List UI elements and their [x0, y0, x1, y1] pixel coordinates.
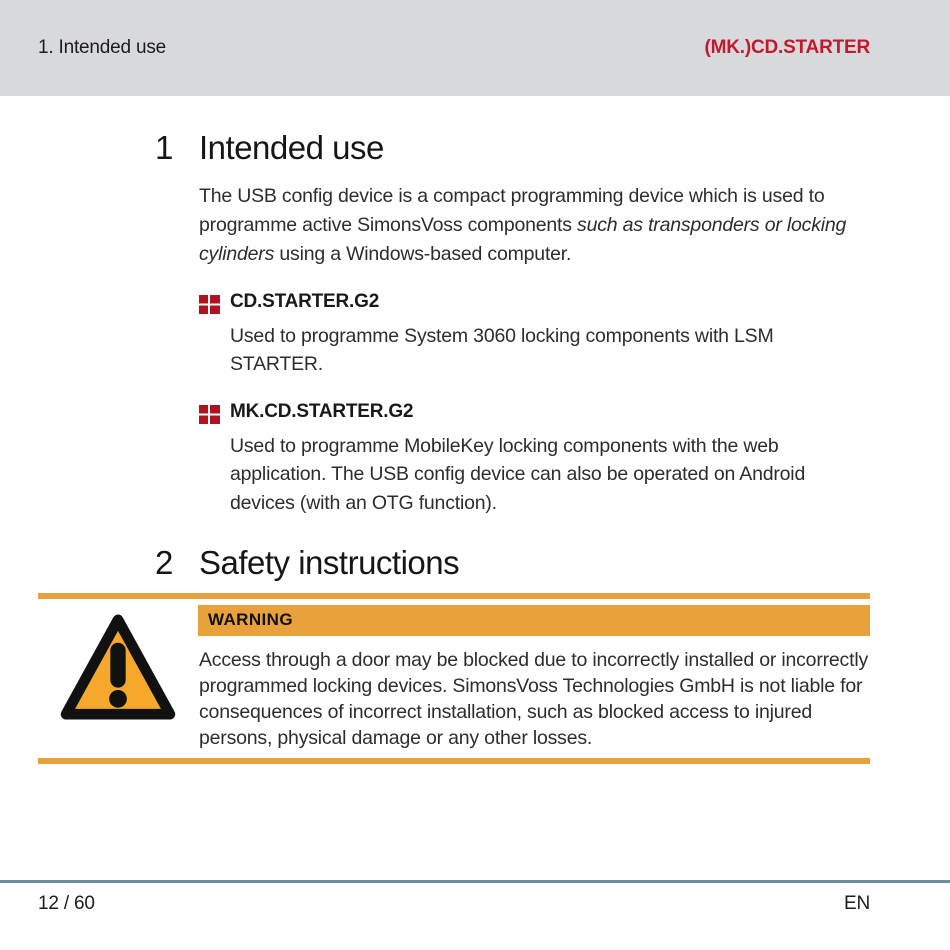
intro-text-after: using a Windows-based computer. [274, 242, 572, 265]
list-item-title: MK.CD.STARTER.G2 [230, 400, 414, 422]
device-list [199, 291, 950, 518]
intro-text-before: The USB config device is a compact programming device which is used to programme active SimonsVoss components [199, 184, 825, 236]
list-item [199, 291, 950, 379]
section-1-heading [155, 128, 950, 168]
warning-body-grid [38, 599, 870, 751]
language-code: EN [844, 893, 870, 914]
warning-text: Access through a door may be blocked due to incorrectly installed or incorrectly programmed locking devices. SimonsVoss Technologies GmbH is not liable for consequences of incorrect installation, such as blocked access to injured persons, physical damage or any other losses. [199, 648, 869, 749]
breadcrumb: 1. Intended use [38, 37, 166, 58]
section-2-title: Safety instructions [199, 544, 460, 582]
intro-text-italic: such as transponders or locking cylinders [199, 213, 847, 265]
list-item-description: Used to programme System 3060 locking components with LSM STARTER. [230, 324, 774, 376]
page-indicator: 12 / 60 [38, 893, 95, 914]
warning-bottom-rule [38, 758, 870, 764]
warning-label-bar [198, 605, 870, 636]
list-item-title: CD.STARTER.G2 [230, 290, 380, 312]
section-1-intro-paragraph [199, 182, 871, 269]
list-item-body [230, 291, 870, 379]
list-item-body [230, 401, 870, 518]
warning-block [0, 593, 950, 764]
page-header-band [0, 0, 950, 96]
section-1-title: Intended use [199, 129, 384, 166]
page-content [0, 96, 950, 764]
red-squares-bullet-icon [199, 405, 220, 424]
warning-main-column [198, 599, 870, 751]
section-1-number: 1 [155, 129, 173, 166]
footer-rule [0, 880, 950, 883]
list-item-description: Used to programme MobileKey locking components with the web application. The USB config device can also be operated on Android devices (with an OTG function). [230, 434, 806, 514]
warning-icon-column [38, 599, 198, 751]
section-2-number: 2 [155, 544, 173, 582]
warning-label: WARNING [208, 610, 293, 630]
page-footer [0, 893, 950, 915]
list-item [199, 401, 950, 518]
warning-triangle-icon [59, 611, 177, 723]
red-squares-bullet-icon [199, 295, 220, 314]
section-2-heading [155, 543, 950, 583]
document-title: (MK.)CD.STARTER [704, 37, 870, 58]
